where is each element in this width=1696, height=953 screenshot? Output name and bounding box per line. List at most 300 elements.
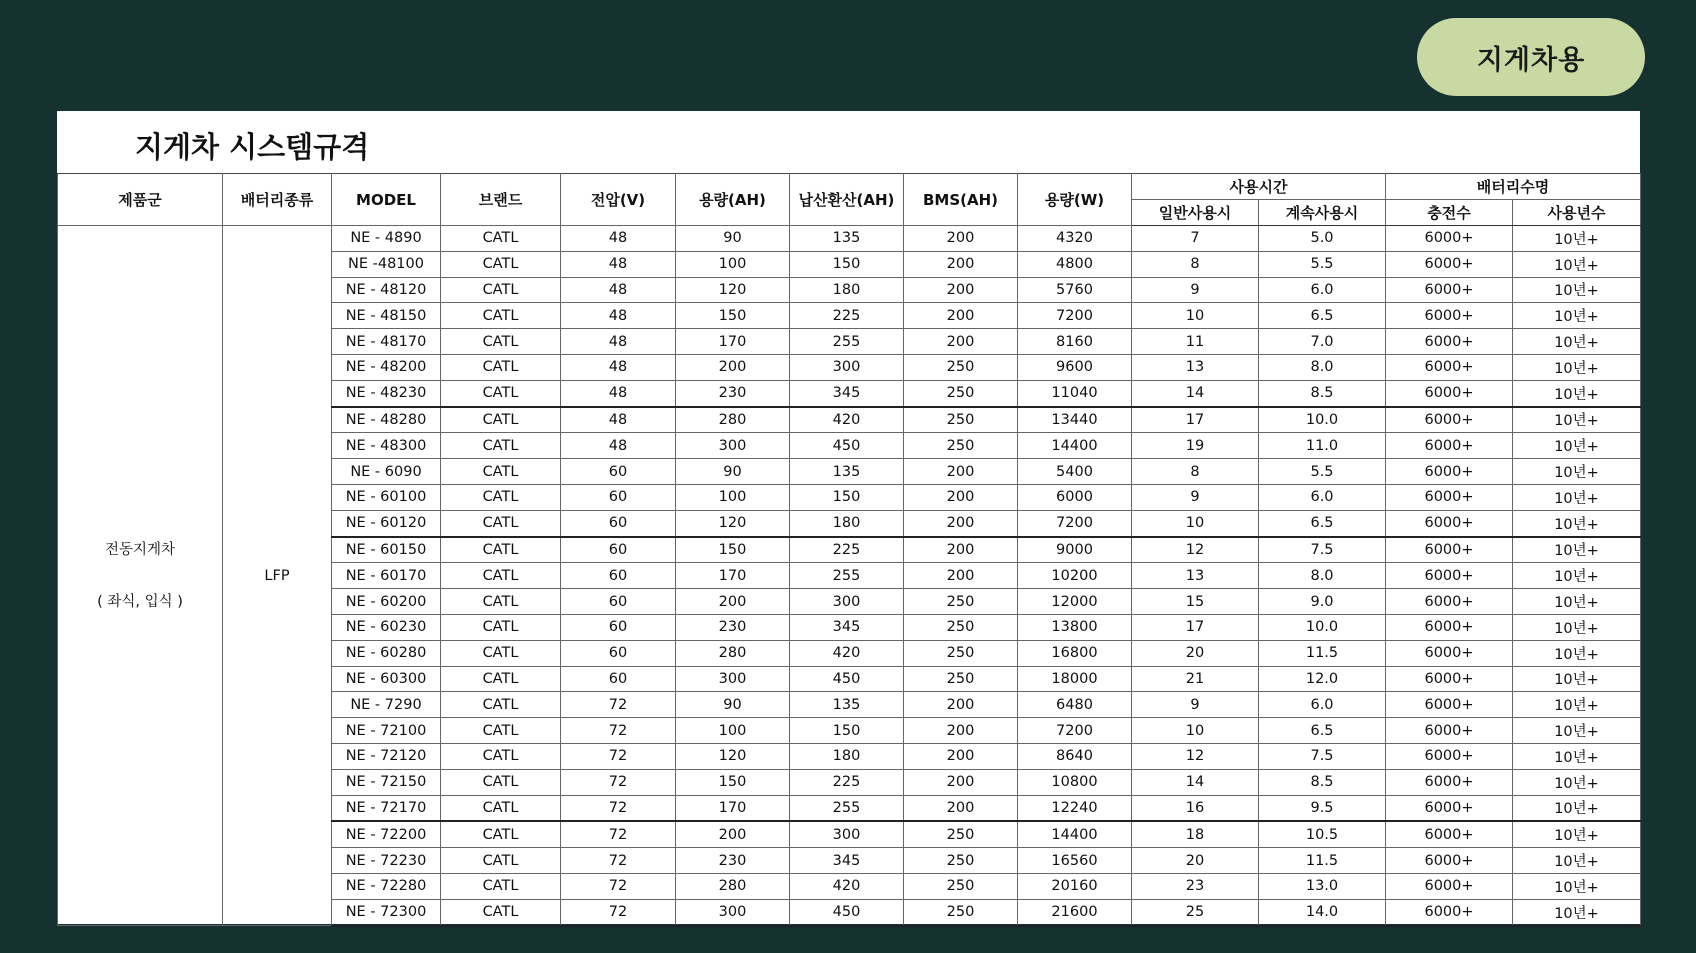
lead-acid-cell: 180 xyxy=(790,277,904,303)
years-cell: 10년+ xyxy=(1513,614,1641,640)
product-line-type: ( 좌식, 입식 ) xyxy=(97,593,183,610)
charge-cycles-cell: 6000+ xyxy=(1386,303,1513,329)
capacity-w-cell: 4800 xyxy=(1018,251,1132,277)
bms-cell: 250 xyxy=(904,589,1018,615)
charge-cycles-cell: 6000+ xyxy=(1386,484,1513,510)
model-cell: NE - 60100 xyxy=(332,484,441,510)
lead-acid-cell: 180 xyxy=(790,743,904,769)
bms-cell: 200 xyxy=(904,563,1018,589)
lead-acid-cell: 150 xyxy=(790,484,904,510)
voltage-cell: 72 xyxy=(561,795,676,821)
brand-cell: CATL xyxy=(441,614,561,640)
bms-cell: 200 xyxy=(904,769,1018,795)
years-cell: 10년+ xyxy=(1513,563,1641,589)
lead-acid-cell: 135 xyxy=(790,226,904,252)
usage-continuous-cell: 10.0 xyxy=(1259,614,1386,640)
lead-acid-cell: 150 xyxy=(790,251,904,277)
capacity-w-cell: 5760 xyxy=(1018,277,1132,303)
years-cell: 10년+ xyxy=(1513,484,1641,510)
bms-cell: 200 xyxy=(904,537,1018,563)
years-cell: 10년+ xyxy=(1513,537,1641,563)
brand-cell: CATL xyxy=(441,433,561,459)
product-line-name: 전동지게차 xyxy=(104,541,176,558)
charge-cycles-cell: 6000+ xyxy=(1386,873,1513,899)
usage-continuous-cell: 11.5 xyxy=(1259,848,1386,874)
capacity-w-cell: 16560 xyxy=(1018,848,1132,874)
usage-normal-cell: 17 xyxy=(1132,614,1259,640)
bms-cell: 200 xyxy=(904,795,1018,821)
bms-cell: 250 xyxy=(904,614,1018,640)
page-title: 지게차 시스템규격 xyxy=(135,129,370,164)
brand-cell: CATL xyxy=(441,666,561,692)
capacity-ah-cell: 230 xyxy=(676,848,790,874)
charge-cycles-cell: 6000+ xyxy=(1386,743,1513,769)
usage-normal-cell: 18 xyxy=(1132,821,1259,847)
brand-cell: CATL xyxy=(441,873,561,899)
usage-continuous-cell: 13.0 xyxy=(1259,873,1386,899)
years-cell: 10년+ xyxy=(1513,354,1641,380)
capacity-w-cell: 8160 xyxy=(1018,329,1132,355)
brand-cell: CATL xyxy=(441,795,561,821)
years-cell: 10년+ xyxy=(1513,380,1641,406)
lead-acid-cell: 420 xyxy=(790,873,904,899)
charge-cycles-cell: 6000+ xyxy=(1386,614,1513,640)
usage-normal-cell: 10 xyxy=(1132,510,1259,536)
usage-normal-cell: 20 xyxy=(1132,848,1259,874)
lead-acid-cell: 225 xyxy=(790,537,904,563)
years-cell: 10년+ xyxy=(1513,589,1641,615)
usage-normal-cell: 10 xyxy=(1132,303,1259,329)
brand-cell: CATL xyxy=(441,899,561,925)
capacity-w-cell: 10800 xyxy=(1018,769,1132,795)
years-cell: 10년+ xyxy=(1513,329,1641,355)
usage-continuous-cell: 5.0 xyxy=(1259,226,1386,252)
usage-continuous-cell: 9.5 xyxy=(1259,795,1386,821)
usage-continuous-cell: 5.5 xyxy=(1259,251,1386,277)
capacity-ah-cell: 200 xyxy=(676,821,790,847)
capacity-ah-cell: 90 xyxy=(676,692,790,718)
header-brand: 브랜드 xyxy=(441,174,561,226)
lead-acid-cell: 180 xyxy=(790,510,904,536)
capacity-w-cell: 14400 xyxy=(1018,821,1132,847)
bms-cell: 250 xyxy=(904,407,1018,433)
charge-cycles-cell: 6000+ xyxy=(1386,251,1513,277)
spacer xyxy=(58,563,222,589)
capacity-w-cell: 7200 xyxy=(1018,510,1132,536)
lead-acid-cell: 345 xyxy=(790,614,904,640)
brand-cell: CATL xyxy=(441,277,561,303)
model-cell: NE - 60280 xyxy=(332,640,441,666)
usage-normal-cell: 13 xyxy=(1132,354,1259,380)
bms-cell: 250 xyxy=(904,848,1018,874)
years-cell: 10년+ xyxy=(1513,303,1641,329)
capacity-ah-cell: 100 xyxy=(676,718,790,744)
usage-normal-cell: 23 xyxy=(1132,873,1259,899)
years-cell: 10년+ xyxy=(1513,459,1641,485)
years-cell: 10년+ xyxy=(1513,899,1641,925)
header-usage-normal: 일반사용시 xyxy=(1132,200,1259,226)
model-cell: NE - 72200 xyxy=(332,821,441,847)
charge-cycles-cell: 6000+ xyxy=(1386,666,1513,692)
lead-acid-cell: 450 xyxy=(790,666,904,692)
capacity-ah-cell: 90 xyxy=(676,459,790,485)
capacity-w-cell: 12000 xyxy=(1018,589,1132,615)
usage-continuous-cell: 10.0 xyxy=(1259,407,1386,433)
capacity-w-cell: 21600 xyxy=(1018,899,1132,925)
capacity-ah-cell: 280 xyxy=(676,407,790,433)
lead-acid-cell: 255 xyxy=(790,329,904,355)
voltage-cell: 60 xyxy=(561,563,676,589)
usage-continuous-cell: 8.5 xyxy=(1259,769,1386,795)
bms-cell: 250 xyxy=(904,433,1018,459)
brand-cell: CATL xyxy=(441,484,561,510)
bms-cell: 250 xyxy=(904,821,1018,847)
capacity-ah-cell: 300 xyxy=(676,666,790,692)
capacity-w-cell: 13440 xyxy=(1018,407,1132,433)
model-cell: NE - 72280 xyxy=(332,873,441,899)
bms-cell: 250 xyxy=(904,873,1018,899)
bms-cell: 200 xyxy=(904,743,1018,769)
model-cell: NE -48100 xyxy=(332,251,441,277)
lead-acid-cell: 345 xyxy=(790,848,904,874)
model-cell: NE - 60170 xyxy=(332,563,441,589)
lead-acid-cell: 420 xyxy=(790,407,904,433)
voltage-cell: 72 xyxy=(561,899,676,925)
usage-normal-cell: 11 xyxy=(1132,329,1259,355)
charge-cycles-cell: 6000+ xyxy=(1386,769,1513,795)
header-years: 사용년수 xyxy=(1513,200,1641,226)
usage-normal-cell: 25 xyxy=(1132,899,1259,925)
lead-acid-cell: 300 xyxy=(790,589,904,615)
usage-normal-cell: 19 xyxy=(1132,433,1259,459)
brand-cell: CATL xyxy=(441,743,561,769)
capacity-ah-cell: 120 xyxy=(676,743,790,769)
brand-cell: CATL xyxy=(441,563,561,589)
usage-continuous-cell: 6.0 xyxy=(1259,692,1386,718)
header-usage-time: 사용시간 xyxy=(1132,174,1386,200)
capacity-ah-cell: 150 xyxy=(676,303,790,329)
usage-continuous-cell: 7.0 xyxy=(1259,329,1386,355)
bms-cell: 200 xyxy=(904,303,1018,329)
charge-cycles-cell: 6000+ xyxy=(1386,329,1513,355)
model-cell: NE - 60230 xyxy=(332,614,441,640)
charge-cycles-cell: 6000+ xyxy=(1386,563,1513,589)
years-cell: 10년+ xyxy=(1513,848,1641,874)
header-bms-ah: BMS(AH) xyxy=(904,174,1018,226)
header-row xyxy=(58,174,1641,200)
charge-cycles-cell: 6000+ xyxy=(1386,821,1513,847)
years-cell: 10년+ xyxy=(1513,510,1641,536)
usage-continuous-cell: 6.5 xyxy=(1259,303,1386,329)
spec-table-body xyxy=(58,226,1641,926)
voltage-cell: 60 xyxy=(561,640,676,666)
model-cell: NE - 60120 xyxy=(332,510,441,536)
usage-continuous-cell: 11.5 xyxy=(1259,640,1386,666)
lead-acid-cell: 345 xyxy=(790,380,904,406)
header-charge-cycles: 충전수 xyxy=(1386,200,1513,226)
capacity-ah-cell: 170 xyxy=(676,563,790,589)
years-cell: 10년+ xyxy=(1513,433,1641,459)
capacity-w-cell: 14400 xyxy=(1018,433,1132,459)
bms-cell: 250 xyxy=(904,380,1018,406)
brand-cell: CATL xyxy=(441,407,561,433)
capacity-ah-cell: 170 xyxy=(676,795,790,821)
capacity-ah-cell: 230 xyxy=(676,380,790,406)
lead-acid-cell: 135 xyxy=(790,459,904,485)
model-cell: NE - 48150 xyxy=(332,303,441,329)
model-cell: NE - 48120 xyxy=(332,277,441,303)
capacity-w-cell: 9600 xyxy=(1018,354,1132,380)
charge-cycles-cell: 6000+ xyxy=(1386,795,1513,821)
usage-normal-cell: 7 xyxy=(1132,226,1259,252)
capacity-w-cell: 8640 xyxy=(1018,743,1132,769)
model-cell: NE - 60300 xyxy=(332,666,441,692)
capacity-ah-cell: 120 xyxy=(676,510,790,536)
charge-cycles-cell: 6000+ xyxy=(1386,640,1513,666)
usage-normal-cell: 9 xyxy=(1132,484,1259,510)
capacity-ah-cell: 100 xyxy=(676,251,790,277)
years-cell: 10년+ xyxy=(1513,743,1641,769)
capacity-w-cell: 11040 xyxy=(1018,380,1132,406)
capacity-ah-cell: 230 xyxy=(676,614,790,640)
battery-type-cell: LFP xyxy=(223,226,332,926)
capacity-ah-cell: 280 xyxy=(676,873,790,899)
header-voltage: 전압(V) xyxy=(561,174,676,226)
bms-cell: 250 xyxy=(904,666,1018,692)
usage-normal-cell: 20 xyxy=(1132,640,1259,666)
capacity-w-cell: 12240 xyxy=(1018,795,1132,821)
bms-cell: 200 xyxy=(904,329,1018,355)
voltage-cell: 48 xyxy=(561,277,676,303)
usage-normal-cell: 12 xyxy=(1132,743,1259,769)
voltage-cell: 60 xyxy=(561,510,676,536)
voltage-cell: 48 xyxy=(561,380,676,406)
voltage-cell: 60 xyxy=(561,537,676,563)
bms-cell: 250 xyxy=(904,354,1018,380)
usage-normal-cell: 21 xyxy=(1132,666,1259,692)
charge-cycles-cell: 6000+ xyxy=(1386,510,1513,536)
lead-acid-cell: 450 xyxy=(790,899,904,925)
header-capacity-w: 용량(W) xyxy=(1018,174,1132,226)
brand-cell: CATL xyxy=(441,821,561,847)
voltage-cell: 48 xyxy=(561,251,676,277)
bms-cell: 200 xyxy=(904,459,1018,485)
years-cell: 10년+ xyxy=(1513,821,1641,847)
years-cell: 10년+ xyxy=(1513,226,1641,252)
header-model: MODEL xyxy=(332,174,441,226)
lead-acid-cell: 450 xyxy=(790,433,904,459)
model-cell: NE - 7290 xyxy=(332,692,441,718)
capacity-w-cell: 18000 xyxy=(1018,666,1132,692)
bms-cell: 250 xyxy=(904,899,1018,925)
lead-acid-cell: 255 xyxy=(790,563,904,589)
brand-cell: CATL xyxy=(441,459,561,485)
usage-continuous-cell: 8.0 xyxy=(1259,354,1386,380)
bms-cell: 200 xyxy=(904,718,1018,744)
model-cell: NE - 72100 xyxy=(332,718,441,744)
brand-cell: CATL xyxy=(441,640,561,666)
brand-cell: CATL xyxy=(441,718,561,744)
capacity-w-cell: 16800 xyxy=(1018,640,1132,666)
capacity-ah-cell: 200 xyxy=(676,354,790,380)
usage-continuous-cell: 10.5 xyxy=(1259,821,1386,847)
voltage-cell: 72 xyxy=(561,692,676,718)
voltage-cell: 60 xyxy=(561,614,676,640)
capacity-ah-cell: 200 xyxy=(676,589,790,615)
charge-cycles-cell: 6000+ xyxy=(1386,718,1513,744)
capacity-w-cell: 6000 xyxy=(1018,484,1132,510)
voltage-cell: 60 xyxy=(561,459,676,485)
voltage-cell: 48 xyxy=(561,407,676,433)
table-row xyxy=(58,226,1641,252)
capacity-w-cell: 9000 xyxy=(1018,537,1132,563)
voltage-cell: 72 xyxy=(561,718,676,744)
usage-continuous-cell: 6.0 xyxy=(1259,277,1386,303)
brand-cell: CATL xyxy=(441,251,561,277)
brand-cell: CATL xyxy=(441,380,561,406)
usage-continuous-cell: 6.0 xyxy=(1259,484,1386,510)
lead-acid-cell: 135 xyxy=(790,692,904,718)
capacity-ah-cell: 120 xyxy=(676,277,790,303)
capacity-ah-cell: 170 xyxy=(676,329,790,355)
voltage-cell: 72 xyxy=(561,821,676,847)
lead-acid-cell: 300 xyxy=(790,354,904,380)
voltage-cell: 48 xyxy=(561,329,676,355)
usage-normal-cell: 8 xyxy=(1132,459,1259,485)
capacity-ah-cell: 300 xyxy=(676,433,790,459)
category-badge: 지게차용 xyxy=(1417,18,1645,96)
charge-cycles-cell: 6000+ xyxy=(1386,692,1513,718)
voltage-cell: 60 xyxy=(561,484,676,510)
lead-acid-cell: 225 xyxy=(790,769,904,795)
header-capacity-ah: 용량(AH) xyxy=(676,174,790,226)
capacity-ah-cell: 150 xyxy=(676,769,790,795)
bms-cell: 200 xyxy=(904,277,1018,303)
model-cell: NE - 72120 xyxy=(332,743,441,769)
capacity-w-cell: 7200 xyxy=(1018,718,1132,744)
header-battery-type: 배터리종류 xyxy=(223,174,332,226)
usage-normal-cell: 9 xyxy=(1132,277,1259,303)
usage-continuous-cell: 11.0 xyxy=(1259,433,1386,459)
model-cell: NE - 48170 xyxy=(332,329,441,355)
brand-cell: CATL xyxy=(441,848,561,874)
usage-normal-cell: 17 xyxy=(1132,407,1259,433)
brand-cell: CATL xyxy=(441,537,561,563)
years-cell: 10년+ xyxy=(1513,640,1641,666)
usage-continuous-cell: 7.5 xyxy=(1259,537,1386,563)
usage-normal-cell: 9 xyxy=(1132,692,1259,718)
charge-cycles-cell: 6000+ xyxy=(1386,226,1513,252)
lead-acid-cell: 150 xyxy=(790,718,904,744)
spec-panel xyxy=(57,111,1640,924)
usage-continuous-cell: 14.0 xyxy=(1259,899,1386,925)
model-cell: NE - 72170 xyxy=(332,795,441,821)
charge-cycles-cell: 6000+ xyxy=(1386,277,1513,303)
years-cell: 10년+ xyxy=(1513,795,1641,821)
brand-cell: CATL xyxy=(441,769,561,795)
voltage-cell: 48 xyxy=(561,303,676,329)
bms-cell: 250 xyxy=(904,640,1018,666)
product-group-cell xyxy=(58,226,223,926)
bms-cell: 200 xyxy=(904,692,1018,718)
charge-cycles-cell: 6000+ xyxy=(1386,589,1513,615)
voltage-cell: 72 xyxy=(561,848,676,874)
capacity-ah-cell: 150 xyxy=(676,537,790,563)
brand-cell: CATL xyxy=(441,510,561,536)
model-cell: NE - 4890 xyxy=(332,226,441,252)
years-cell: 10년+ xyxy=(1513,251,1641,277)
model-cell: NE - 72230 xyxy=(332,848,441,874)
voltage-cell: 48 xyxy=(561,226,676,252)
usage-continuous-cell: 8.0 xyxy=(1259,563,1386,589)
charge-cycles-cell: 6000+ xyxy=(1386,459,1513,485)
years-cell: 10년+ xyxy=(1513,769,1641,795)
lead-acid-cell: 225 xyxy=(790,303,904,329)
bms-cell: 200 xyxy=(904,484,1018,510)
model-cell: NE - 60200 xyxy=(332,589,441,615)
years-cell: 10년+ xyxy=(1513,692,1641,718)
header-battery-life: 배터리수명 xyxy=(1386,174,1641,200)
bms-cell: 200 xyxy=(904,251,1018,277)
usage-continuous-cell: 12.0 xyxy=(1259,666,1386,692)
header-product-group: 제품군 xyxy=(58,174,223,226)
usage-normal-cell: 10 xyxy=(1132,718,1259,744)
usage-normal-cell: 14 xyxy=(1132,380,1259,406)
usage-continuous-cell: 9.0 xyxy=(1259,589,1386,615)
bms-cell: 200 xyxy=(904,510,1018,536)
usage-normal-cell: 14 xyxy=(1132,769,1259,795)
voltage-cell: 60 xyxy=(561,589,676,615)
model-cell: NE - 48230 xyxy=(332,380,441,406)
model-cell: NE - 48280 xyxy=(332,407,441,433)
voltage-cell: 72 xyxy=(561,769,676,795)
brand-cell: CATL xyxy=(441,226,561,252)
model-cell: NE - 60150 xyxy=(332,537,441,563)
capacity-w-cell: 4320 xyxy=(1018,226,1132,252)
header-lead-acid-ah: 납산환산(AH) xyxy=(790,174,904,226)
model-cell: NE - 72150 xyxy=(332,769,441,795)
usage-normal-cell: 13 xyxy=(1132,563,1259,589)
charge-cycles-cell: 6000+ xyxy=(1386,407,1513,433)
usage-normal-cell: 12 xyxy=(1132,537,1259,563)
capacity-w-cell: 7200 xyxy=(1018,303,1132,329)
lead-acid-cell: 255 xyxy=(790,795,904,821)
capacity-w-cell: 5400 xyxy=(1018,459,1132,485)
brand-cell: CATL xyxy=(441,589,561,615)
years-cell: 10년+ xyxy=(1513,277,1641,303)
brand-cell: CATL xyxy=(441,692,561,718)
model-cell: NE - 72300 xyxy=(332,899,441,925)
capacity-w-cell: 6480 xyxy=(1018,692,1132,718)
capacity-ah-cell: 100 xyxy=(676,484,790,510)
charge-cycles-cell: 6000+ xyxy=(1386,537,1513,563)
charge-cycles-cell: 6000+ xyxy=(1386,354,1513,380)
model-cell: NE - 48200 xyxy=(332,354,441,380)
usage-continuous-cell: 7.5 xyxy=(1259,743,1386,769)
charge-cycles-cell: 6000+ xyxy=(1386,848,1513,874)
voltage-cell: 60 xyxy=(561,666,676,692)
capacity-ah-cell: 90 xyxy=(676,226,790,252)
usage-continuous-cell: 8.5 xyxy=(1259,380,1386,406)
usage-continuous-cell: 6.5 xyxy=(1259,510,1386,536)
brand-cell: CATL xyxy=(441,303,561,329)
capacity-ah-cell: 280 xyxy=(676,640,790,666)
bms-cell: 200 xyxy=(904,226,1018,252)
years-cell: 10년+ xyxy=(1513,718,1641,744)
usage-continuous-cell: 5.5 xyxy=(1259,459,1386,485)
spec-table xyxy=(57,173,1641,927)
model-cell: NE - 6090 xyxy=(332,459,441,485)
